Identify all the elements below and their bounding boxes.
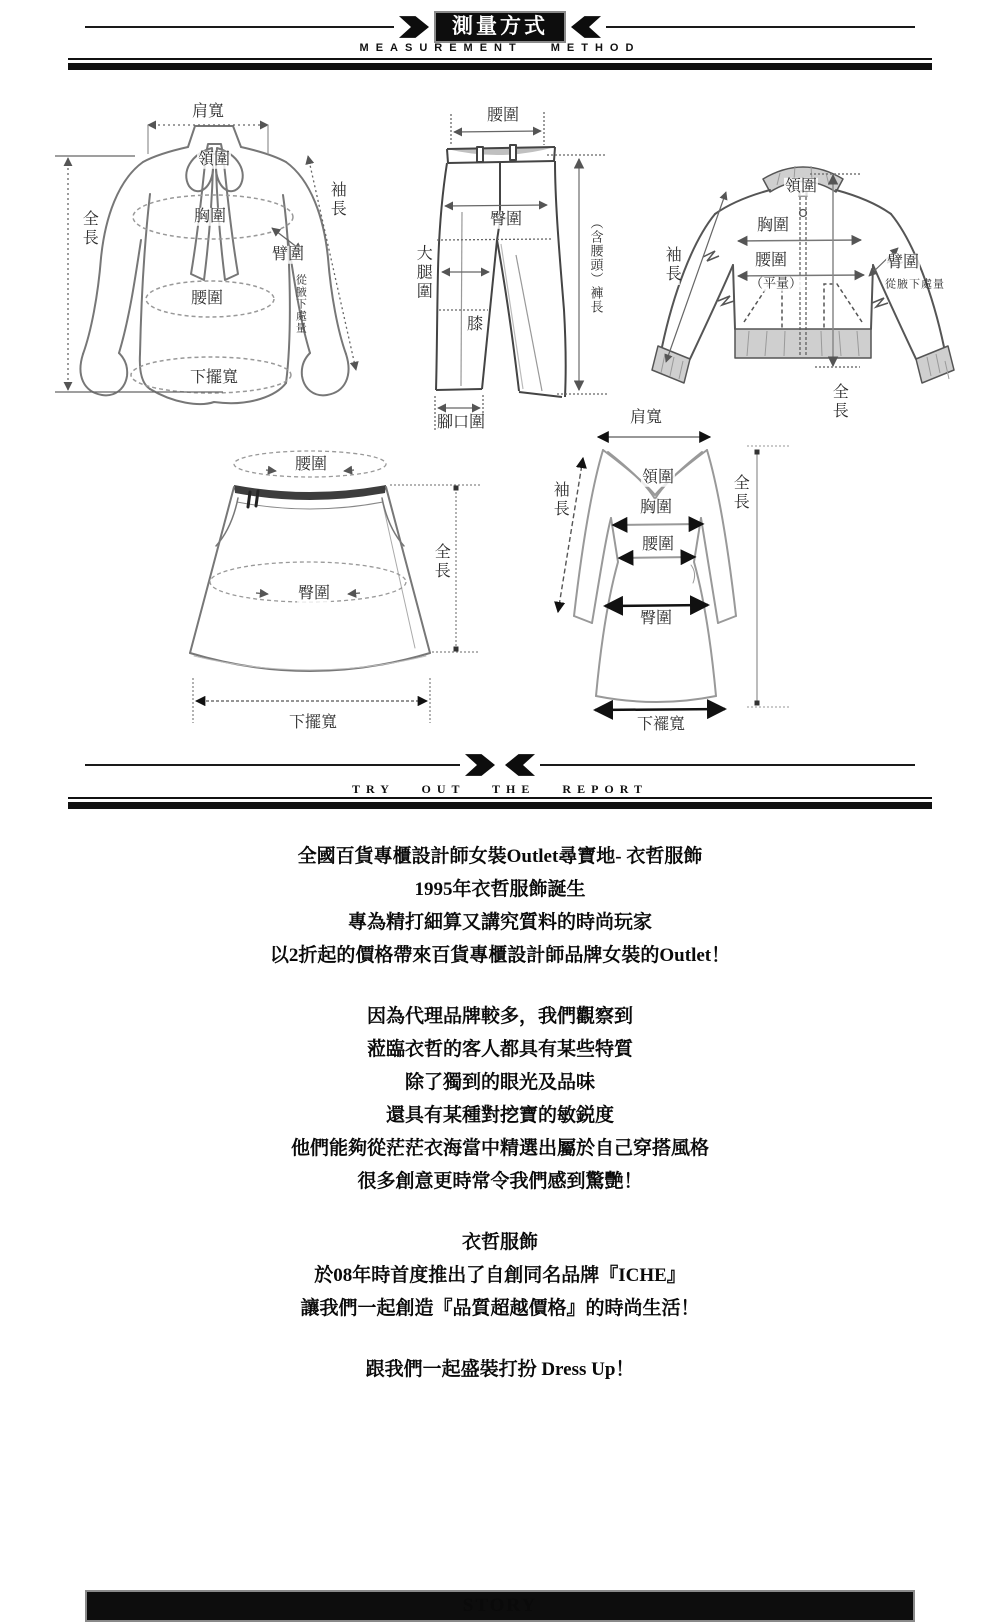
skirt-hem-width-label: 下擺寬 — [288, 713, 338, 731]
story-divider-rule — [68, 797, 932, 809]
jacket-waist-note-label: （平量） — [749, 275, 803, 291]
pants-waist-label: 腰圍 — [486, 106, 520, 124]
blouse-sleeve-length-label: 袖長 — [328, 181, 346, 219]
story-line: 跟我們一起盛裝打扮 Dress Up！ — [365, 1359, 635, 1380]
story-line: 除了獨到的眼光及品味 — [404, 1072, 595, 1093]
jacket-diagram — [645, 135, 990, 435]
banner-line-left — [85, 26, 394, 28]
dress-total-length-label: 全長 — [731, 474, 749, 512]
dress-waist-label: 腰圍 — [641, 535, 675, 553]
story-banner-subtitle: TRY OUT THE REPORT — [352, 782, 648, 796]
story-line: 於08年時首度推出了自創同名品牌『ICHE』 — [314, 1265, 686, 1286]
story-line: 讓我們一起創造『品質超越價格』的時尚生活！ — [300, 1298, 700, 1319]
blouse-waist-label: 腰圍 — [190, 289, 224, 307]
story-line: 還具有某種對挖寶的敏鋭度 — [385, 1105, 614, 1126]
blouse-arm-label: 臂圍 — [271, 245, 305, 263]
dress-collar-label: 領圍 — [641, 468, 675, 486]
header-divider-rule — [68, 58, 932, 70]
banner-line-right — [606, 26, 915, 28]
pants-leg-opening-label: 腳口圍 — [436, 413, 486, 431]
story-line: 很多創意更時常令我們感到驚艷！ — [357, 1171, 643, 1192]
story-banner-line-left — [85, 764, 460, 766]
pants-knee-label: 膝 — [466, 315, 484, 333]
blouse-arm-note-label: 從腋下處量 — [294, 274, 307, 334]
jacket-total-length-label: 全長 — [830, 383, 848, 421]
jacket-arm-note-label: 從腋下處量 — [885, 278, 945, 291]
story-line: 蒞臨衣哲的客人都具有某些特質 — [366, 1039, 633, 1060]
blouse-diagram — [55, 92, 395, 427]
dress-sleeve-length-label: 袖長 — [551, 481, 569, 519]
jacket-arm-label: 臂圍 — [886, 253, 920, 271]
dress-hip-label: 臀圍 — [639, 609, 673, 627]
jacket-waist-label: 腰圍 — [754, 251, 788, 269]
blouse-collar-label: 領圍 — [197, 150, 231, 168]
story-banner-title: STORY — [85, 1590, 915, 1622]
jacket-sleeve-length-label: 袖長 — [663, 246, 681, 284]
story-paragraph — [0, 1226, 1000, 1325]
skirt-hip-label: 臀圍 — [297, 584, 331, 602]
pants-length-label: （含腰頭）褲長 — [588, 216, 604, 314]
jacket-collar-label: 領圍 — [784, 177, 818, 195]
measurement-banner-title: 測量方式 — [434, 11, 566, 43]
dress-bust-label: 胸圍 — [639, 498, 673, 516]
dress-hem-width-label: 下襬寬 — [636, 715, 686, 733]
story-line: 專為精打細算又講究質料的時尚玩家 — [347, 912, 652, 933]
pants-hip-label: 臀圍 — [489, 210, 523, 228]
story-section — [0, 840, 1000, 1414]
blouse-hem-width-label: 下擺寬 — [189, 368, 239, 386]
blouse-bust-label: 胸圍 — [193, 207, 227, 225]
blouse-total-length-label: 全長 — [80, 210, 98, 248]
story-line: 他們能夠從茫茫衣海當中精選出屬於自己穿搭風格 — [290, 1138, 709, 1159]
story-banner-line-right — [540, 764, 915, 766]
story-ribbon-arrow-right-icon — [465, 752, 495, 778]
jacket-bust-label: 胸圍 — [756, 216, 790, 234]
ribbon-arrow-left-icon — [571, 14, 601, 40]
measurement-banner-subtitle: MEASUREMENT METHOD — [359, 42, 641, 54]
story-line: 衣哲服飾 — [461, 1232, 538, 1253]
dress-drawing — [545, 405, 810, 745]
blouse-shoulder-width-label: 肩寬 — [191, 102, 225, 120]
skirt-total-length-label: 全長 — [432, 543, 450, 581]
story-ribbon-arrow-left-icon — [505, 752, 535, 778]
pants-thigh-label: 大腿圍 — [414, 244, 432, 302]
measurement-banner — [85, 12, 915, 42]
dress-shoulder-width-label: 肩寬 — [629, 408, 663, 426]
ribbon-arrow-right-icon — [399, 14, 429, 40]
story-line: 1995年衣哲服飾誕生 — [414, 879, 586, 900]
skirt-waist-label: 腰圍 — [294, 455, 328, 473]
story-paragraph — [0, 1353, 1000, 1386]
story-paragraph — [0, 840, 1000, 972]
skirt-diagram — [170, 440, 480, 740]
story-paragraph — [0, 1000, 1000, 1198]
story-line: 以2折起的價格帶來百貨專櫃設計師品牌女裝的Outlet！ — [269, 945, 731, 966]
story-line: 因為代理品牌較多，我們觀察到 — [366, 1006, 633, 1027]
dress-diagram — [545, 405, 810, 745]
story-line: 全國百貨專櫃設計師女裝Outlet尋寶地- 衣哲服飾 — [297, 846, 703, 867]
pants-diagram — [395, 100, 625, 445]
